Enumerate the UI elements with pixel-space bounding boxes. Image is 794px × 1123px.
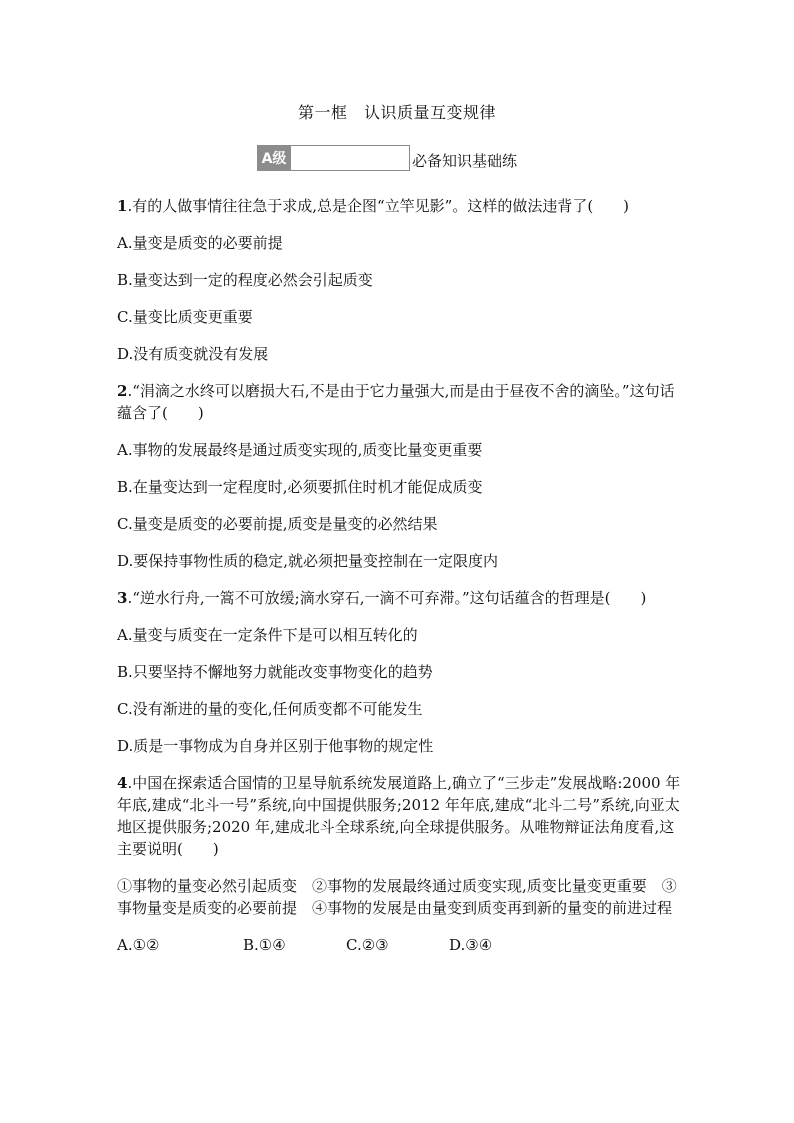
question-stem: .有的人做事情往往急于求成,总是企图“立竿见影”。这样的做法违背了( ) [127,197,630,215]
answer-choices [117,934,682,956]
level-header [257,145,517,171]
option: C.量变比质变更重要 [117,308,253,326]
choice: D.③④ [449,936,493,954]
option: B.只要坚持不懈地努力就能改变事物变化的趋势 [117,663,433,681]
statement-list: ①事物的量变必然引起质变 ②事物的发展最终通过质变实现,质变比量变更重要 ③事物量变是质变的必要前提 ④事物的发展是由量变到质变再到新的量变的前进过程 [117,877,677,917]
option: D.要保持事物性质的稳定,就必须把量变控制在一定限度内 [117,552,499,570]
question-number: 3 [117,589,128,607]
choice: C.②③ [346,936,389,954]
question-number: 2 [117,382,128,400]
level-badge: A级 [257,145,291,171]
question-stem: .中国在探索适合国情的卫星导航系统发展道路上,确立了“三步走”发展战略:2000 年年底,建成“北斗一号”系统,向中国提供服务;2012 年年底,建成“北斗二号”系统,向亚太地区提供服务;2020 年,建成北斗全球系统,向全球提供服务。从唯物辩证法角度看,这主要说明( ) [117,774,681,858]
question-4 [117,772,682,860]
question-3 [117,587,682,609]
question-1 [117,195,682,217]
level-box [291,145,410,171]
option: B.量变达到一定的程度必然会引起质变 [117,271,373,289]
option: C.没有渐进的量的变化,任何质变都不可能发生 [117,700,423,718]
question-list [117,195,682,956]
page-title: 第一框 认识质量互变规律 [297,103,496,122]
option: C.量变是质变的必要前提,质变是量变的必然结果 [117,515,438,533]
option: B.在量变达到一定程度时,必须要抓住时机才能促成质变 [117,478,483,496]
option: A.量变与质变在一定条件下是可以相互转化的 [117,626,418,644]
option: D.没有质变就没有发展 [117,345,269,363]
question-number: 1 [117,197,128,215]
question-stem: .“逆水行舟,一篙不可放缓;滴水穿石,一滴不可弃滞。”这句话蕴含的哲理是( ) [127,589,647,607]
option: D.质是一事物成为自身并区别于他事物的规定性 [117,737,434,755]
choice: A.①② [117,936,160,954]
option: A.量变是质变的必要前提 [117,234,283,252]
question-number: 4 [117,774,128,792]
option: A.事物的发展最终是通过质变实现的,质变比量变更重要 [117,441,483,459]
question-stem: .“涓滴之水终可以磨损大石,不是由于它力量强大,而是由于昼夜不舍的滴坠。”这句话蕴含了( ) [117,382,675,422]
choice: B.①④ [243,936,286,954]
question-2 [117,380,682,424]
level-caption: 必备知识基础练 [412,152,518,170]
